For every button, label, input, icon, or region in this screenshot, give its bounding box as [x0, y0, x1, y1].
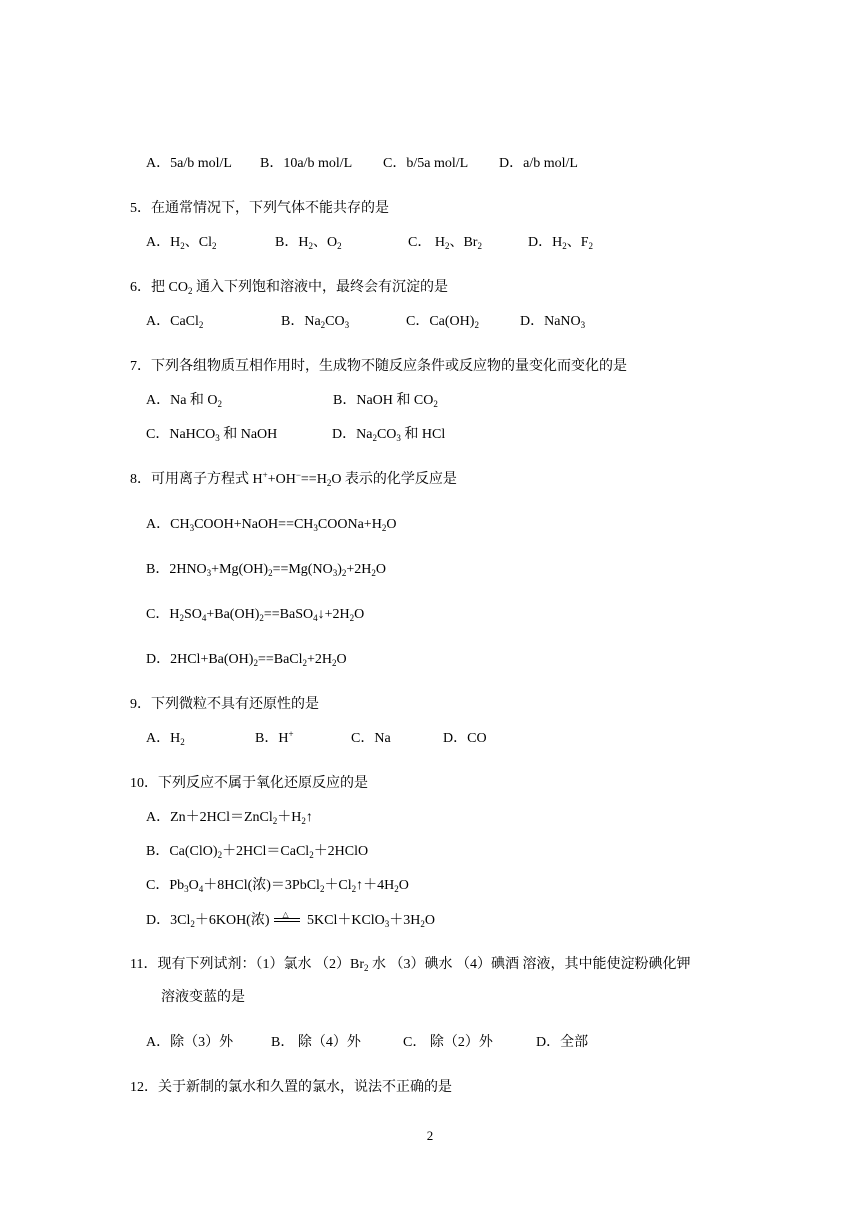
q7-option-d: D．$Na_2CO_3$ 和 HCl	[332, 427, 446, 443]
q4-option-c: C．b/5a mol/L	[383, 156, 469, 171]
q11-option-a: A．除（3）外	[146, 1035, 234, 1050]
q6-stem: 6．把 $CO_2$ 通入下列饱和溶液中，最终会有沉淀的是	[130, 280, 448, 296]
page-number: 2	[426, 1128, 434, 1143]
q9-option-b: B．H+	[255, 729, 294, 746]
q5-option-a: A．$H_2$、$Cl_2$	[146, 235, 217, 251]
q10-option-c: C．$Pb_3O_4+8HCl$(浓)$=3PbCl_2+Cl_2↑+4H_2O$	[146, 878, 409, 894]
q11-option-b: B． 除（4）外	[271, 1035, 361, 1050]
q10-stem: 10．下列反应不属于氧化还原反应的是	[130, 776, 368, 791]
q4-option-d: D．a/b mol/L	[499, 156, 578, 171]
q12-stem: 12．关于新制的氯水和久置的氯水，说法不正确的是	[130, 1080, 452, 1095]
q11-stem-line2: 溶液变蓝的是	[161, 990, 245, 1005]
q7-option-a: A．Na 和 $O_2$	[146, 393, 223, 409]
q8-option-a: A．$CH_3COOH+NaOH==CH_3COONa+H_2O$	[146, 517, 397, 533]
q11-option-d: D．全部	[536, 1035, 589, 1050]
q5-stem: 5．在通常情况下，下列气体不能共存的是	[130, 201, 389, 216]
q6-option-c: C．$Ca(OH)_2$	[406, 314, 479, 330]
q11-stem-line1: 11．现有下列试剂：（1）氯水 $(2)Br_2$ 水 （3）碘水 （4）碘酒 溶液，其中能使淀粉碘化钾	[130, 957, 691, 973]
q7-option-c: C．NaHCO$_3$ 和 NaOH	[146, 427, 278, 443]
q9-option-a: A．$H_2$	[146, 731, 185, 747]
q6-option-b: B．$Na_2CO_3$	[281, 314, 350, 330]
q11-option-c: C． 除（2）外	[403, 1035, 493, 1050]
q7-option-b: B．NaOH 和 $CO_2$	[333, 393, 438, 409]
q9-option-c: C．Na	[351, 731, 391, 746]
q5-option-b: B．$H_2$、$O_2$	[275, 235, 342, 251]
q9-option-d: D．CO	[443, 731, 487, 746]
q8-option-b: B．$2HNO_3+Mg(OH)_2==Mg(NO_3)_2+2H_2O$	[146, 562, 386, 578]
q8-option-d: D．$2HCl+Ba(OH)_2==BaCl_2+2H_2O$	[146, 652, 347, 668]
q6-option-a: A．CaCl$_2$	[146, 314, 204, 330]
q6-option-d: D．NaNO$_3$	[520, 314, 586, 330]
q5-option-d: D．$H_2$、$F_2$	[528, 235, 594, 251]
q7-stem: 7．下列各组物质互相作用时，生成物不随反应条件或反应物的量变化而变化的是	[130, 359, 627, 374]
q8-stem: 8．可用离子方程式 $H^++OH^-==H_2O$ 表示的化学反应是	[130, 470, 457, 488]
q10-option-a: A．$Zn+2HCl=ZnCl_2+H_2↑$	[146, 810, 313, 826]
q10-option-d: D．$3Cl_2+6KOH$(浓) △ $5KCl+KClO_3+3H_2O$	[146, 910, 436, 929]
q4-option-b: B．10a/b mol/L	[260, 156, 353, 171]
q10-option-b: B．$Ca(ClO)_2+2HCl=CaCl_2+2HClO$	[146, 844, 369, 860]
q5-option-c: C． $H_2$、$Br_2$	[408, 235, 482, 251]
q9-stem: 9．下列微粒不具有还原性的是	[130, 697, 319, 712]
q8-option-c: C．$H_2SO_4+Ba(OH)_2==BaSO_4↓+2H_2O$	[146, 607, 365, 623]
q4-option-a: A．5a/b mol/L	[146, 156, 232, 171]
heat-symbol-icon: △	[272, 911, 302, 923]
